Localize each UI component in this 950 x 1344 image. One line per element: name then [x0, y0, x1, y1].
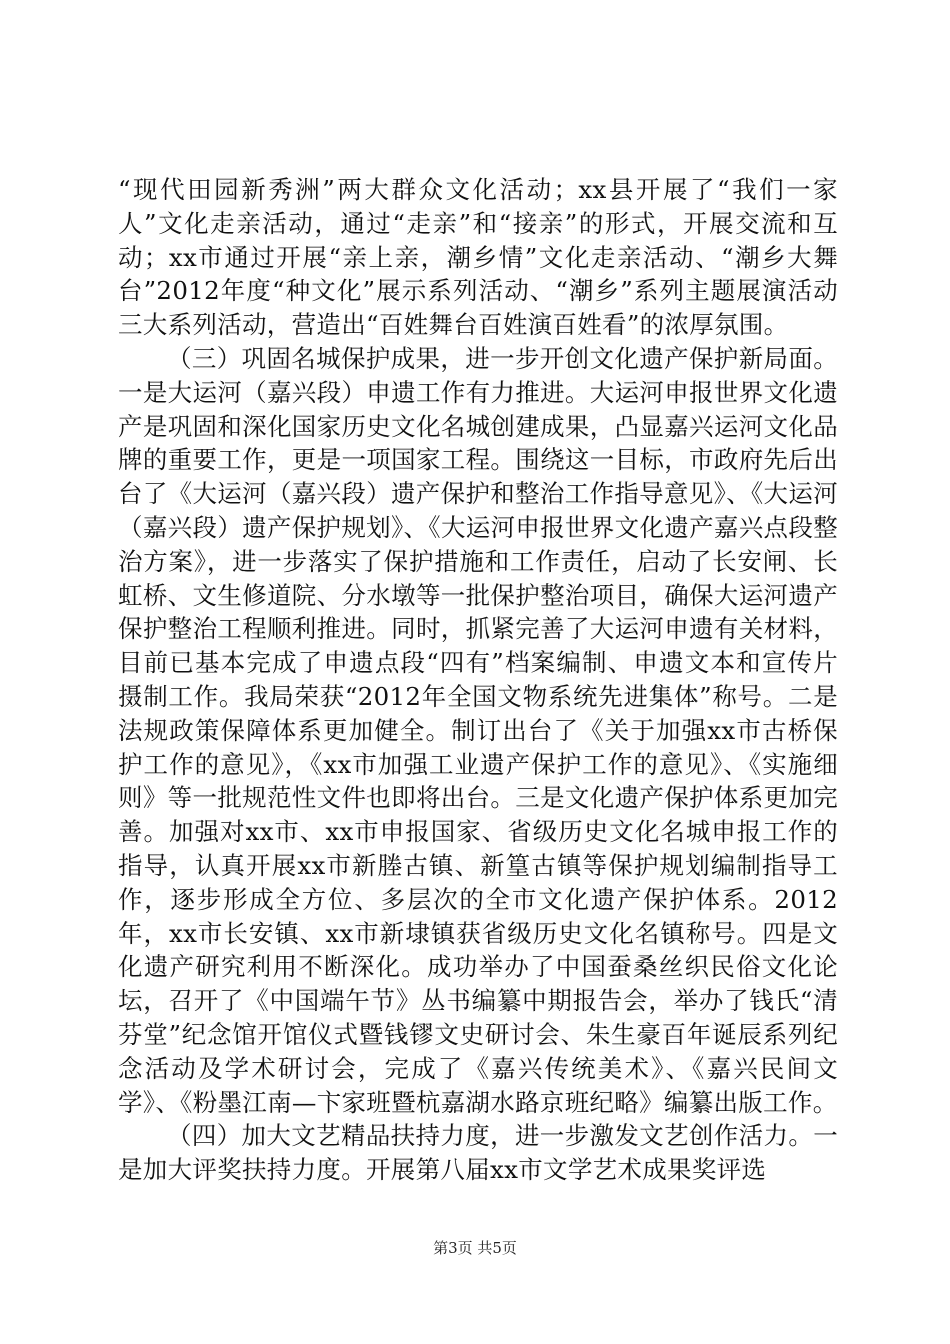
paragraph-literary-support: （四）加大文艺精品扶持力度，进一步激发文艺创作活力。一是加大评奖扶持力度。开展第八届xx市文学艺术成果奖评选	[118, 1121, 838, 1185]
page-footer	[0, 1237, 950, 1258]
page-number-label: 第3页 共5页	[433, 1239, 517, 1257]
document-body	[118, 173, 838, 1187]
paragraph-heritage-protection: （三）巩固名城保护成果，进一步开创文化遗产保护新局面。一是大运河（嘉兴段）申遗工作有力推进。大运河申报世界文化遗产是巩固和深化国家历史文化名城创建成果，凸显嘉兴运河文化品牌的重要工作，更是一项国家工程。围绕这一目标，市政府先后出台了《大运河（嘉兴段）遗产保护和整治工作指导意见》、《大运河（嘉兴段）遗产保护规划》、《大运河申报世界文化遗产嘉兴点段整治方案》，进一步落实了保护措施和工作责任，启动了长安闸、长虹桥、文生修道院、分水墩等一批保护整治项目，确保大运河遗产保护整治工程顺利推进。同时，抓紧完善了大运河申遗有关材料，目前已基本完成了申遗点段“四有”档案编制、申遗文本和宣传片摄制工作。我局荣获“2012年全国文物系统先进集体”称号。二是法规政策保障体系更加健全。制订出台了《关于加强xx市古桥保护工作的意见》，《xx市加强工业遗产保护工作的意见》、《实施细则》等一批规范性文件也即将出台。三是文化遗产保护体系更加完善。加强对xx市、xx市申报国家、省级历史文化名城申报工作的指导，认真开展xx市新塍古镇、新篁古镇等保护规划编制指导工作，逐步形成全方位、多层次的全市文化遗产保护体系。2012年，xx市长安镇、xx市新埭镇获省级历史文化名镇称号。四是文化遗产研究利用不断深化。成功举办了中国蚕桑丝织民俗文化论坛，召开了《中国端午节》丛书编纂中期报告会，举办了钱氏“清芬堂”纪念馆开馆仪式暨钱镠文史研讨会、朱生豪百年诞辰系列纪念活动及学术研讨会，完成了《嘉兴传统美术》、《嘉兴民间文学》、《粉墨江南—卞家班暨杭嘉湖水路京班纪略》编纂出版工作。	[118, 343, 838, 1117]
paragraph-cultural-activities: “现代田园新秀洲”两大群众文化活动；xx县开展了“我们一家人”文化走亲活动，通过“走亲”和“接亲”的形式，开展交流和互动；xx市通过开展“亲上亲，潮乡情”文化走亲活动、“潮乡大舞台”2012年度“种文化”展示系列活动、“潮乡”系列主题展演活动三大系列活动，营造出“百姓舞台百姓演百姓看”的浓厚氛围。	[118, 175, 838, 340]
